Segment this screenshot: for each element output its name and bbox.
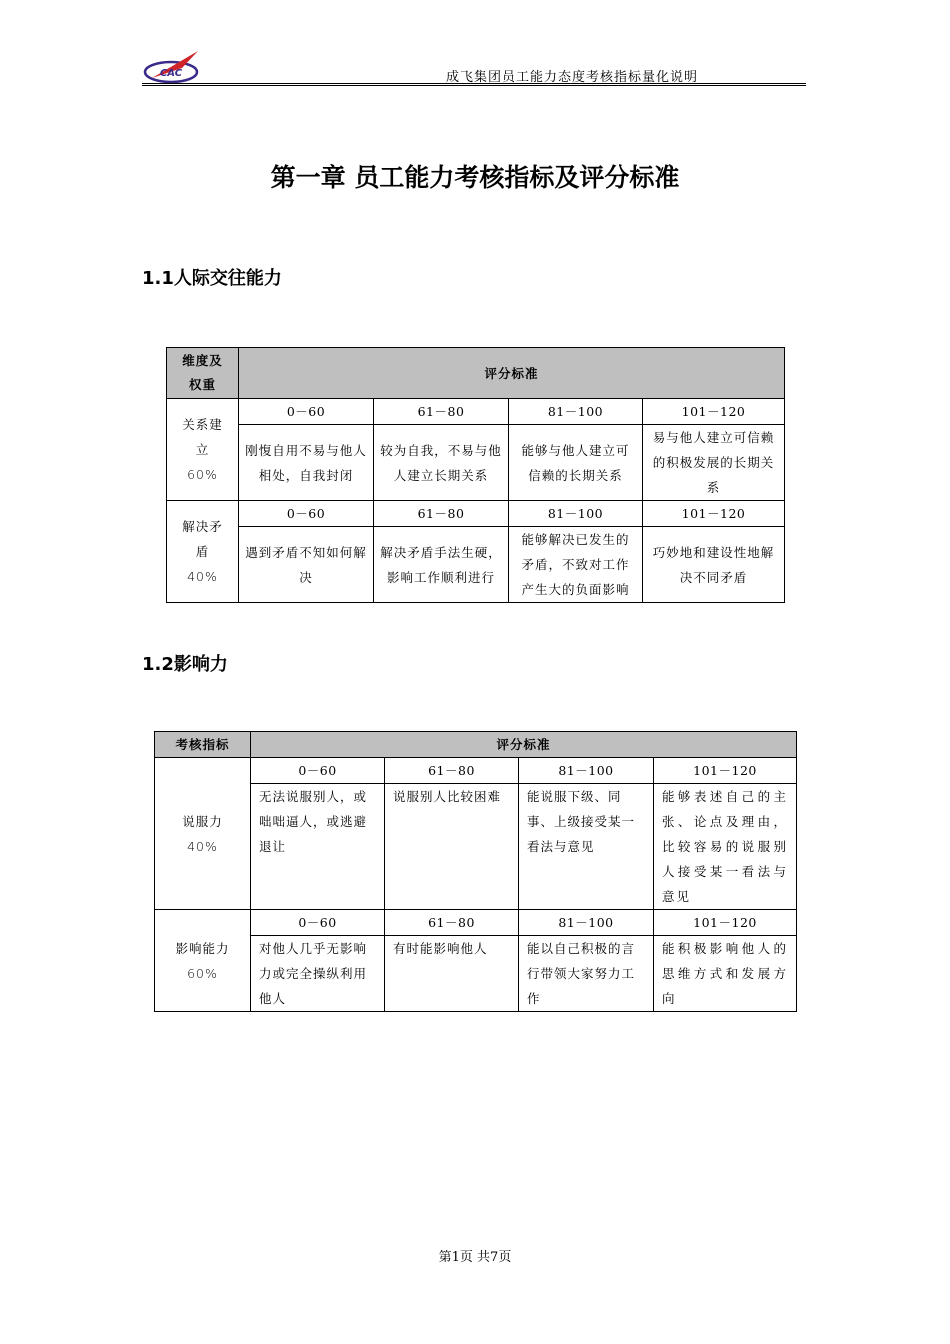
description-cell: 较为自我，不易与他人建立长期关系 — [374, 425, 509, 501]
table-row — [155, 936, 797, 1012]
range-cell: 61－80 — [374, 399, 509, 425]
dimension-cell — [167, 399, 239, 501]
page-header — [142, 46, 806, 86]
influence-table — [154, 731, 797, 1012]
range-cell: 81－100 — [519, 758, 654, 784]
range-cell: 81－100 — [509, 399, 643, 425]
header-rule — [142, 83, 806, 84]
header-rule-2 — [142, 85, 806, 86]
table-header-row — [167, 348, 785, 399]
description-cell: 有时能影响他人 — [385, 936, 519, 1012]
range-cell: 81－100 — [519, 910, 654, 936]
description-cell: 能够表述自己的主张、论点及理由，比较容易的说服别人接受某一看法与意见 — [654, 784, 797, 910]
range-cell: 81－100 — [509, 501, 643, 527]
description-cell: 能说服下级、同事、上级接受某一看法与意见 — [519, 784, 654, 910]
dimension-name: 关系建立 — [182, 417, 223, 457]
description-cell: 说服别人比较困难 — [385, 784, 519, 910]
range-cell: 101－120 — [654, 758, 797, 784]
table-row — [167, 425, 785, 501]
range-cell: 0－60 — [239, 399, 374, 425]
dimension-name: 解决矛盾 — [182, 519, 223, 559]
description-cell: 巧妙地和建设性地解决不同矛盾 — [643, 527, 785, 603]
range-cell: 101－120 — [643, 501, 785, 527]
dimension-weight: 40% — [187, 838, 218, 854]
table-row — [155, 784, 797, 910]
range-cell: 0－60 — [239, 501, 374, 527]
description-cell: 刚愎自用不易与他人相处，自我封闭 — [239, 425, 374, 501]
range-cell: 101－120 — [643, 399, 785, 425]
range-cell: 0－60 — [251, 758, 385, 784]
description-cell: 遇到矛盾不知如何解决 — [239, 527, 374, 603]
dimension-name: 说服力 — [182, 813, 223, 829]
description-cell: 能以自己积极的言行带领大家努力工作 — [519, 936, 654, 1012]
dimension-cell — [155, 758, 251, 910]
table-row — [167, 527, 785, 603]
description-cell: 能够解决已发生的矛盾，不致对工作产生大的负面影响 — [509, 527, 643, 603]
interpersonal-ability-table — [166, 347, 785, 603]
logo-text: CAC — [159, 68, 183, 79]
description-cell: 能积极影响他人的思维方式和发展方向 — [654, 936, 797, 1012]
indicator-header: 考核指标 — [155, 732, 251, 758]
company-logo — [142, 48, 204, 84]
range-cell: 61－80 — [385, 910, 519, 936]
range-cell: 101－120 — [654, 910, 797, 936]
description-cell: 解决矛盾手法生硬，影响工作顺利进行 — [374, 527, 509, 603]
page-number: 第1页 共7页 — [438, 1250, 512, 1265]
table-row — [155, 758, 797, 784]
description-cell: 无法说服别人，或咄咄逼人，或逃避退让 — [251, 784, 385, 910]
dimension-weight: 60% — [187, 965, 218, 981]
table-row — [167, 399, 785, 425]
table-row — [167, 501, 785, 527]
description-cell: 对他人几乎无影响力或完全操纵利用他人 — [251, 936, 385, 1012]
dimension-name: 影响能力 — [175, 940, 230, 956]
dimension-cell — [167, 501, 239, 603]
dimension-weight: 60% — [187, 467, 218, 482]
chapter-title: 第一章 员工能力考核指标及评分标准 — [270, 163, 680, 192]
table-row — [155, 910, 797, 936]
section-2-title: 1.2影响力 — [142, 654, 228, 675]
description-cell: 能够与他人建立可信赖的长期关系 — [509, 425, 643, 501]
dimension-cell — [155, 910, 251, 1012]
dimension-weight: 40% — [187, 569, 218, 584]
standard-header: 评分标准 — [239, 348, 785, 399]
range-cell: 61－80 — [374, 501, 509, 527]
header-title: 成飞集团员工能力态度考核指标量化说明 — [445, 70, 698, 85]
table-header-row — [155, 732, 797, 758]
range-cell: 61－80 — [385, 758, 519, 784]
dimension-weight-header: 维度及权重 — [167, 348, 239, 399]
range-cell: 0－60 — [251, 910, 385, 936]
section-1-title: 1.1人际交往能力 — [142, 268, 282, 289]
description-cell: 易与他人建立可信赖的积极发展的长期关系 — [643, 425, 785, 501]
standard-header: 评分标准 — [251, 732, 797, 758]
